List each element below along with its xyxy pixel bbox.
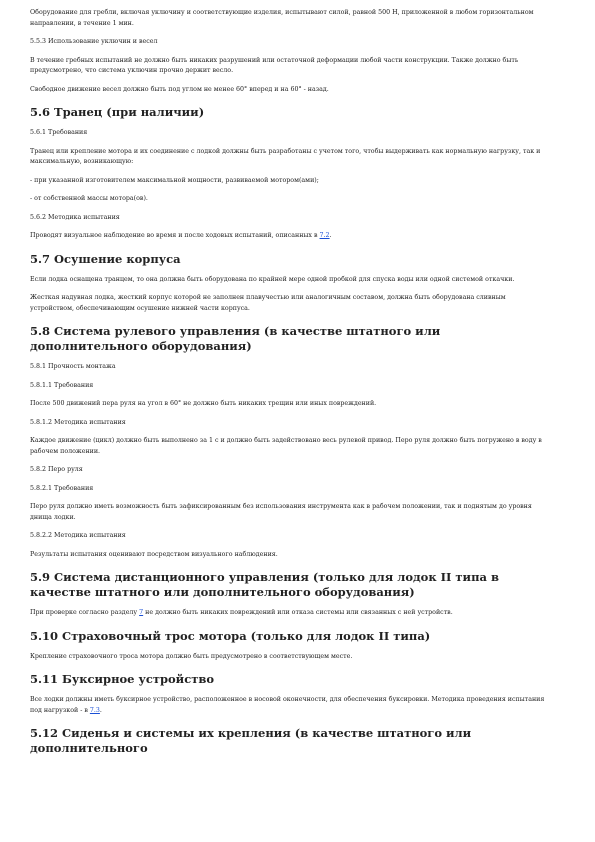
text-span: Проводят визуальное наблюдение во время и после ходовых испытаний, описанных в — [30, 232, 320, 239]
paragraph: Результаты испытания оценивают посредством визуального наблюдения. — [30, 550, 278, 558]
paragraph: Оборудование для гребли, включая уключину и соответствующие изделия, испытывают силой, равной 500 Н, приложенной в любом горизонтальном направлении, в течение 1 мин. — [30, 9, 534, 27]
list-item: - при указанной изготовителем максимальной мощности, развиваемой мотором(ами); — [30, 176, 319, 184]
list-item: - от собственной массы мотора(ов). — [30, 195, 148, 202]
paragraph: Если лодка оснащена транцем, то она должна быть оборудована по крайней мере одной пробкой для спуска воды или одной системой откачки. — [30, 275, 515, 283]
paragraph: Каждое движение (цикл) должно быть выполнено за 1 с и должно быть задействовано весь рулевой привод. Перо руля должно быть погружено в воду в рабочем положении. — [30, 437, 542, 455]
text-span: . — [99, 706, 102, 714]
section-heading: 5.10 Страховочный трос мотора (только для лодок II типа) — [30, 628, 431, 643]
section-heading: 5.7 Осушение корпуса — [30, 251, 181, 266]
cross-reference-link[interactable]: 7.3 — [89, 706, 100, 714]
paragraph: Жесткая надувная лодка, жесткий корпус которой не заполнен плавучестью или аналогичным составом, должна быть оборудована сливным устройством, обеспечивающим осушение нижней части корпуса. — [30, 294, 506, 312]
paragraph: После 500 движений пера руля на угол в 60° не должно быть никаких трещин или иных повреждений. — [30, 400, 377, 407]
section-heading: 5.6 Транец (при наличии) — [30, 105, 205, 119]
text-span: не должно быть никаких повреждений или отказа системы или связанных с ней устройств. — [143, 609, 453, 616]
section-heading: 5.11 Буксирное устройство — [30, 672, 215, 686]
section-heading: 5.9 Система дистанционного управления (только для лодок II типа в качестве штатного или дополнительного оборудования) — [30, 570, 499, 599]
subsection-title: 5.6.1 Требования — [30, 129, 88, 136]
paragraph: Перо руля должно иметь возможность быть зафиксированным без использования инструмента как в рабочем положении, так и поднятым до уровня днища лодки. — [30, 503, 532, 521]
text-span: При проверке согласно разделу — [30, 609, 140, 616]
paragraph: В течение гребных испытаний не должно быть никаких разрушений или остаточной деформации любой части конструкции. Также должно быть предусмотрено, что система уключин прочно держит весло. — [30, 56, 519, 74]
text-span: Все лодки должны иметь буксирное устройство, расположенное в носовой оконечности, для обеспечения буксировки. Методика проведения испытания под нагрузкой - в — [30, 696, 545, 714]
subsection-title: 5.8.1 Прочность монтажа — [30, 363, 116, 370]
paragraph — [30, 695, 551, 716]
section-heading: 5.8 Система рулевого управления (в качестве штатного или дополнительного оборудования) — [30, 324, 441, 353]
cross-reference-link[interactable]: 7.2 — [319, 232, 330, 239]
subsection-title: 5.8.1.1 Требования — [30, 381, 94, 389]
subsection-title: 5.5.3 Использование уключин и весел — [30, 38, 158, 45]
paragraph — [30, 608, 551, 619]
subsection-title: 5.8.1.2 Методика испытания — [30, 418, 126, 426]
subsection-title: 5.8.2.1 Требования — [30, 484, 94, 492]
cross-reference-link[interactable]: 7 — [139, 609, 144, 616]
subsection-title: 5.8.2.2 Методика испытания — [30, 532, 126, 539]
paragraph: Крепление страховочного троса мотора должно быть предусмотрено в соответствующем месте. — [30, 652, 353, 660]
subsection-title: 5.8.2 Перо руля — [30, 466, 83, 473]
subsection-title: 5.6.2 Методика испытания — [30, 213, 120, 221]
paragraph — [30, 231, 551, 242]
paragraph: Свободное движение весел должно быть под углом не менее 60° вперед и на 60° - назад. — [30, 85, 329, 93]
section-heading: 5.12 Сиденья и системы их крепления (в качестве штатного или дополнительного — [30, 726, 472, 755]
text-span: . — [329, 232, 332, 239]
paragraph: Транец или крепление мотора и их соединение с лодкой должны быть разработаны с учетом того, чтобы выдерживать как нормальную нагрузку, так и максимальную, возникающую: — [30, 147, 541, 165]
